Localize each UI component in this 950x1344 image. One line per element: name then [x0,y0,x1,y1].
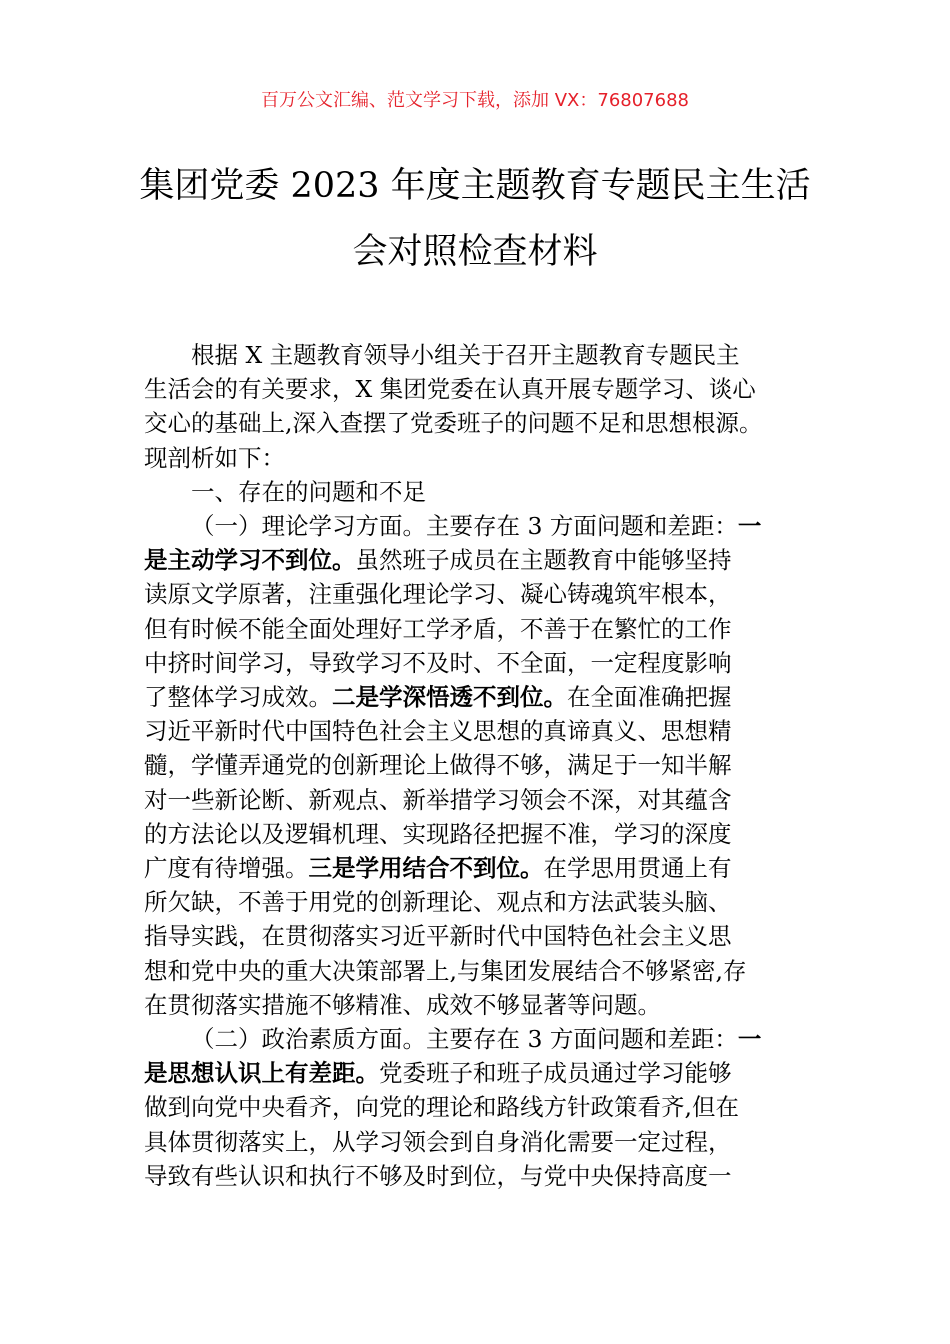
document-body [144,338,814,1193]
body-line [144,954,814,988]
body-line [144,612,814,646]
text-run: 广度有待增强。 [144,854,309,883]
body-line [144,646,814,680]
body-line [144,475,814,509]
text-run: 导致有些认识和执行不够及时到位，与党中央保持高度一 [144,1161,732,1190]
title-line-1: 集团党委 2023 年度主题教育专题民主生活 [139,166,811,206]
text-run: （二）政治素质方面。主要存在 3 方面问题和差距： [191,1025,738,1054]
text-run: 在学思用贯通上有 [543,854,732,883]
body-line [144,1056,814,1090]
bold-phrase: 一 [737,512,762,541]
text-run: 具体贯彻落实上，从学习领会到自身消化需要一定过程， [144,1127,732,1156]
bold-phrase: 三是学用结合不到位。 [308,854,544,883]
body-line [144,509,814,543]
body-line [144,1090,814,1124]
text-run: 想和党中央的重大决策部署上,与集团发展结合不够紧密,存 [144,956,747,985]
bold-phrase: 是思想认识上有差距。 [144,1059,379,1088]
text-run: 读原文学原著，注重强化理论学习、凝心铸魂筑牢根本， [144,580,732,609]
body-line [144,1022,814,1056]
text-run: 现剖析如下： [144,443,285,472]
text-run: 中挤时间学习，导致学习不及时、不全面，一定程度影响 [144,648,732,677]
body-line [144,714,814,748]
text-run: 的方法论以及逻辑机理、实现路径把握不准，学习的深度 [144,819,732,848]
text-run: 虽然班子成员在主题教育中能够坚持 [355,546,732,575]
header-watermark-note: 百万公文汇编、范文学习下载，添加 VX：76807688 [261,90,689,111]
text-run: 在贯彻落实措施不够精准、成效不够显著等问题。 [144,990,661,1019]
text-run: 交心的基础上,深入查摆了党委班子的问题不足和思想根源。 [144,409,763,438]
text-run: 对一些新论断、新观点、新举措学习领会不深，对其蕴含 [144,785,732,814]
body-line [144,372,814,406]
text-run: 但有时候不能全面处理好工学矛盾，不善于在繁忙的工作 [144,614,732,643]
body-line [144,1159,814,1193]
text-run: 髓，学懂弄通党的创新理论上做得不够，满足于一知半解 [144,751,732,780]
body-line [144,543,814,577]
text-run: 了整体学习成效。 [144,683,332,712]
body-line [144,783,814,817]
text-run: 党委班子和班子成员通过学习能够 [379,1059,732,1088]
text-run: 根据 X 主题教育领导小组关于召开主题教育专题民主 [191,341,740,369]
text-run: 习近平新时代中国特色社会主义思想的真谛真义、思想精 [144,717,732,746]
bold-phrase: 二是学深悟透不到位。 [332,683,567,712]
body-line [144,441,814,475]
body-line [144,885,814,919]
body-line [144,577,814,611]
text-run: 在全面准确把握 [567,683,732,712]
body-line [144,919,814,953]
body-line [144,988,814,1022]
body-line [144,1125,814,1159]
body-line [144,680,814,714]
text-run: 做到向党中央看齐，向党的理论和路线方针政策看齐,但在 [144,1093,739,1122]
document-title [100,153,850,285]
body-line [144,338,814,372]
text-run: 指导实践，在贯彻落实习近平新时代中国特色社会主义思 [144,922,732,951]
bold-phrase: 是主动学习不到位。 [144,546,356,575]
title-line-2: 会对照检查材料 [352,232,598,272]
body-line [144,851,814,885]
text-run: 生活会的有关要求，X 集团党委在认真开展专题学习、谈心 [144,375,756,404]
bold-phrase: 一 [737,1025,762,1054]
text-run: 所欠缺，不善于用党的创新理论、观点和方法武装头脑、 [144,888,732,917]
body-line [144,406,814,440]
body-line [144,748,814,782]
text-run: （一）理论学习方面。主要存在 3 方面问题和差距： [191,512,738,541]
body-line [144,817,814,851]
text-run: 一、存在的问题和不足 [191,477,426,506]
